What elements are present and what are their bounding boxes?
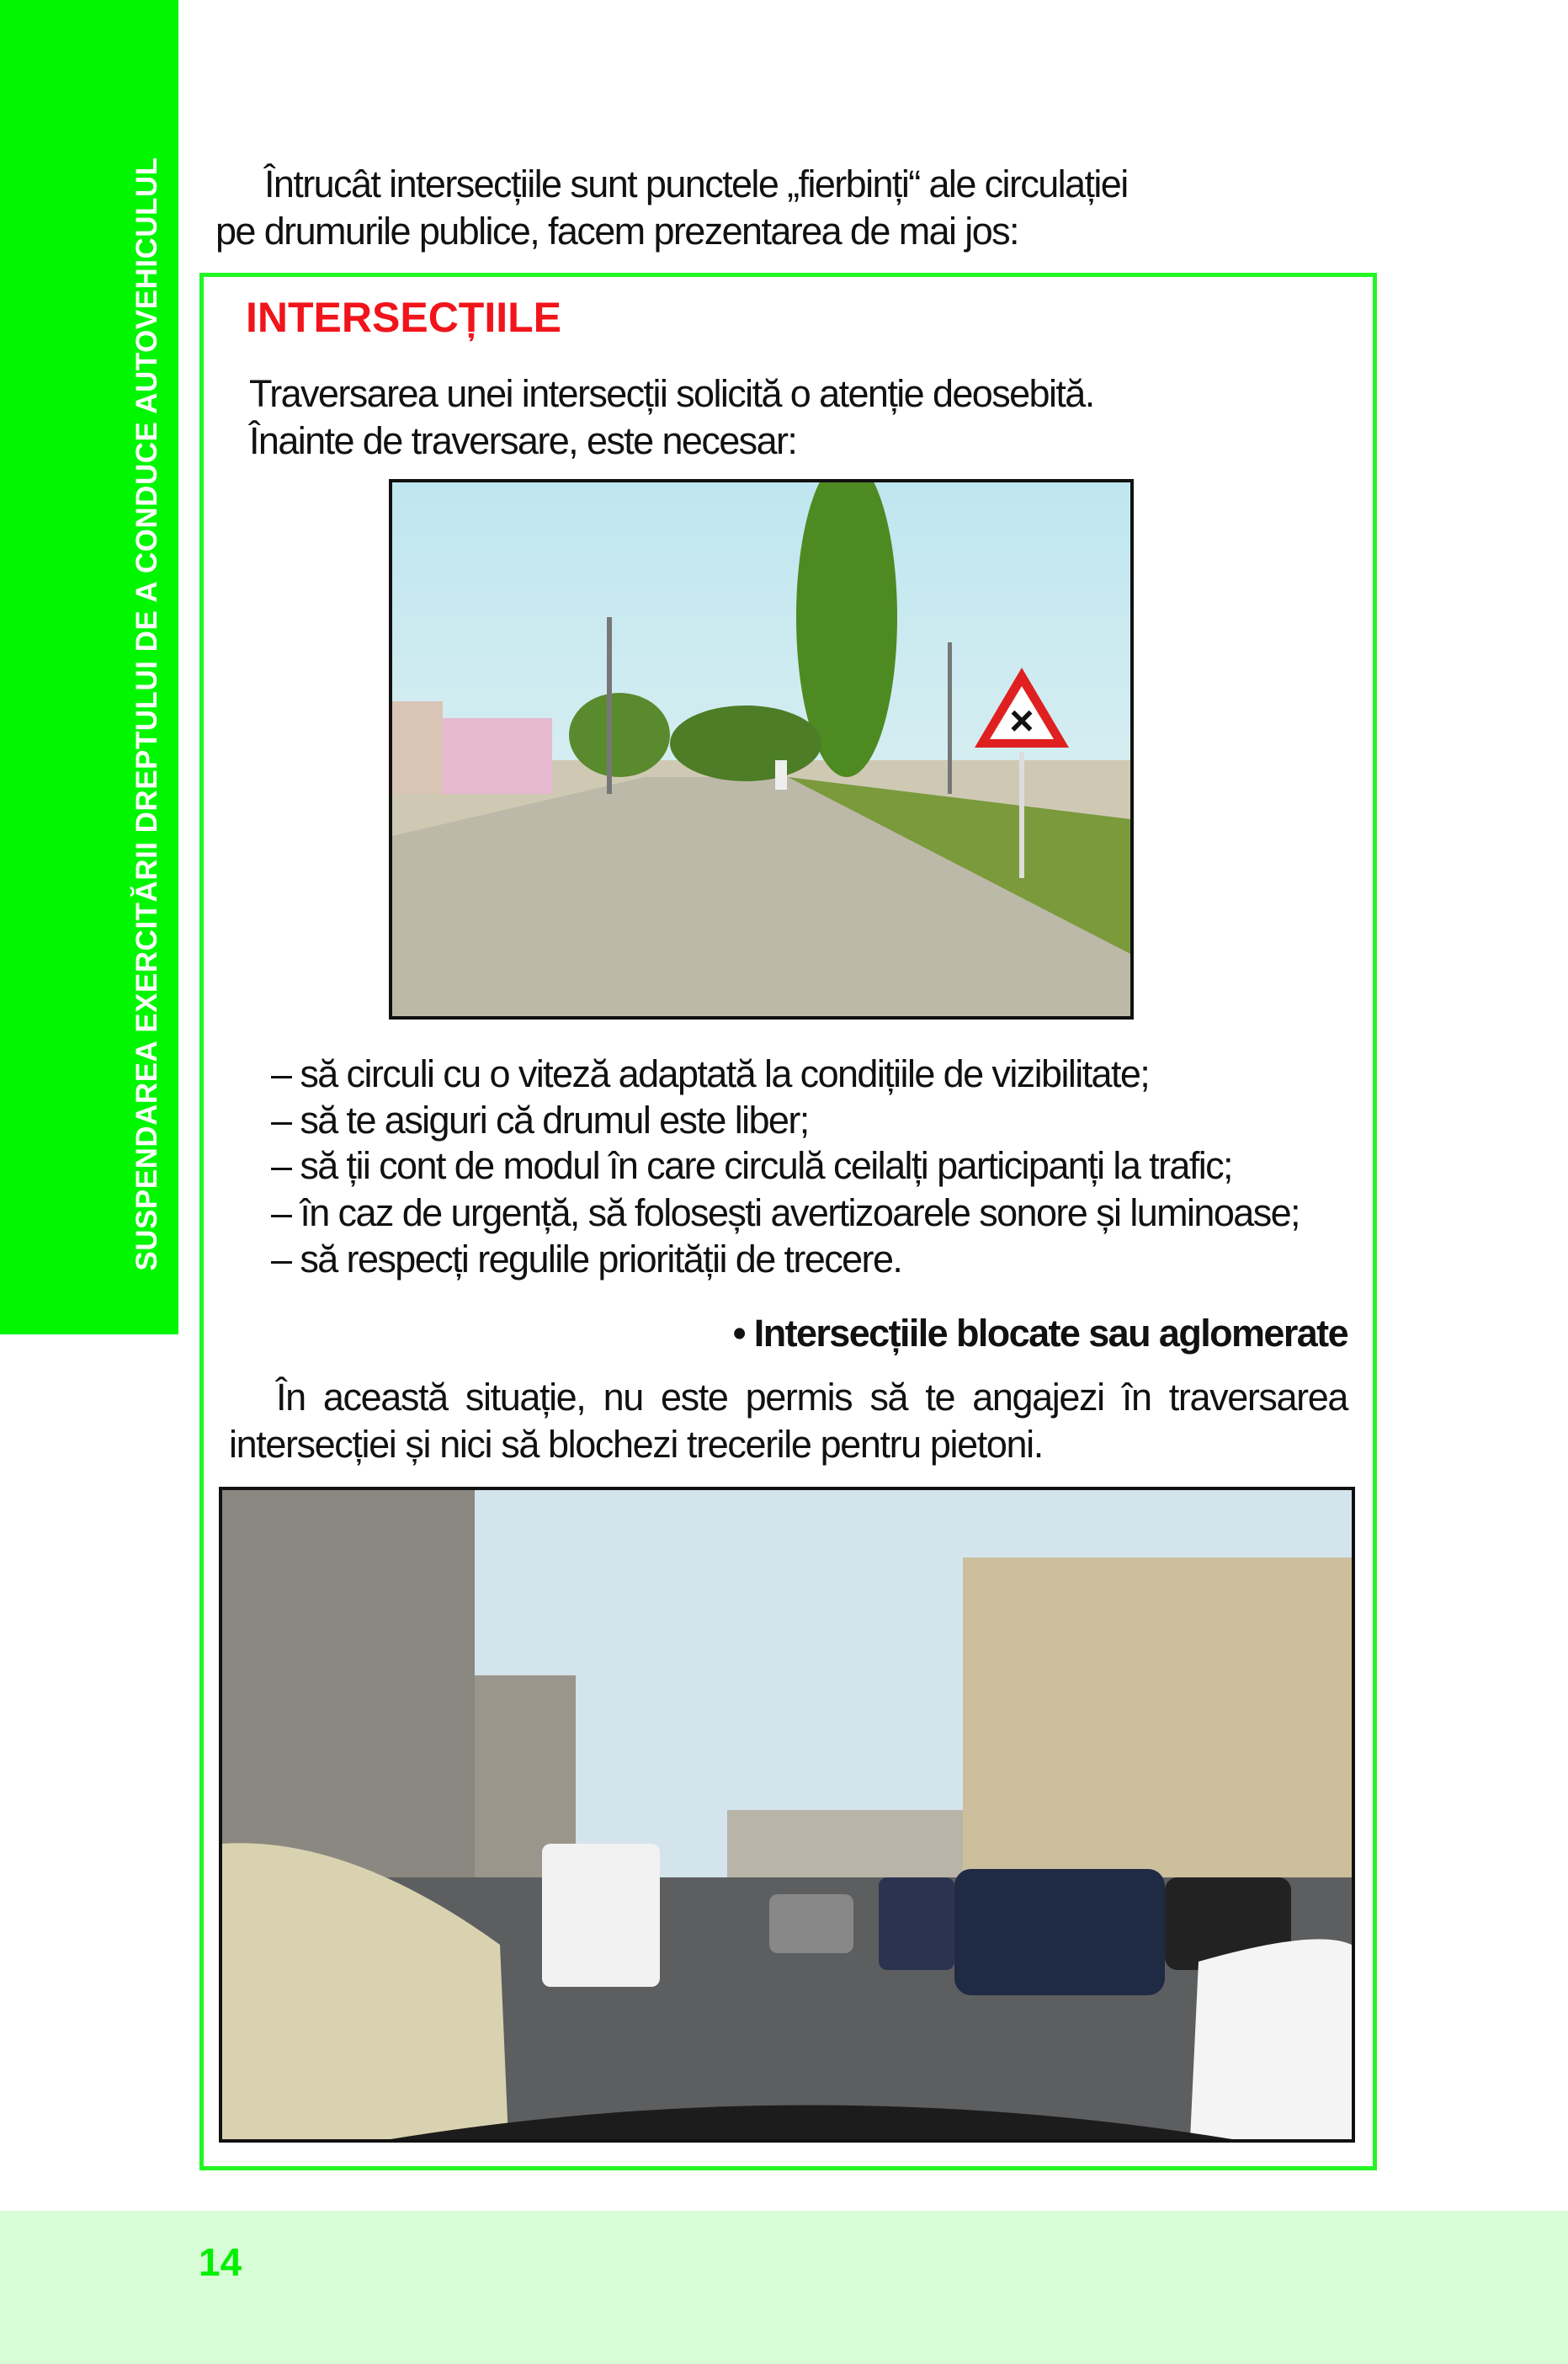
box-para-line-1: Traversarea unei intersecții solicită o atenție deosebită. [249,372,1094,415]
blocked-intersections-paragraph: În această situație, nu este permis să te angajezi în traversarea intersecției și nici să blochezi trecerile pentru pietoni. [229,1376,1347,1466]
section-heading: INTERSECȚIILE [246,294,562,341]
bullet-item: – în caz de urgență, să folosești avertizoarele sonore și luminoase; [271,1191,1300,1234]
traffic-jam-photo [219,1487,1355,2143]
box-para-line-2: Înainte de traversare, este necesar: [249,419,797,462]
footer-band [0,2211,1568,2364]
bullet-item: – să ții cont de modul în care circulă ceilalți participanți la trafic; [271,1144,1232,1187]
sidebar-title: SUSPENDAREA EXERCITĂRII DREPTULUI DE A CONDUCE AUTOVEHICULUL [130,157,163,1271]
bullet-item: – să circuli cu o viteză adaptată la condițiile de vizibilitate; [271,1052,1150,1095]
intro-line-1: Întrucât intersecțiile sunt punctele „fierbinți“ ale circulației [264,162,1128,205]
intro-line-2: pe drumurile publice, facem prezentarea de mai jos: [215,210,1018,253]
bullet-item: – să respecți regulile priorității de trecere. [271,1238,902,1280]
page-number: 14 [199,2240,242,2284]
road-intersection-photo [389,479,1134,1020]
sidebar-band [0,0,178,1334]
subheading: • Intersecțiile blocate sau aglomerate [732,1312,1347,1355]
svg-text:×: × [1009,697,1034,744]
bullet-item: – să te asiguri că drumul este liber; [271,1099,809,1142]
